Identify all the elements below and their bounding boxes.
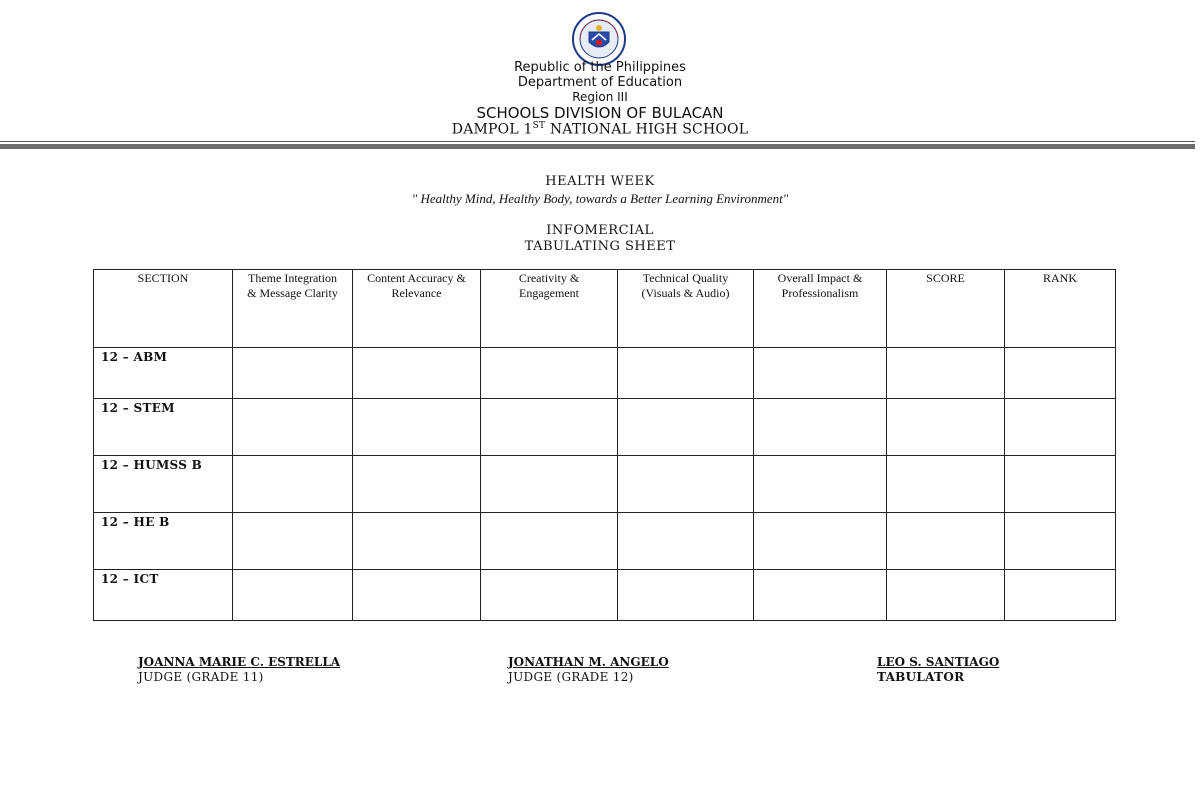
column-header: [618, 270, 754, 348]
score-cell[interactable]: [1005, 456, 1116, 513]
score-cell[interactable]: [481, 399, 618, 456]
table-row: [94, 456, 1116, 513]
score-cell[interactable]: [353, 348, 481, 399]
score-cell[interactable]: [754, 399, 887, 456]
table-header-row: [94, 270, 1116, 348]
section-cell: 12 – ABM: [94, 348, 233, 399]
score-cell[interactable]: [353, 399, 481, 456]
column-header: [1005, 270, 1116, 348]
score-cell[interactable]: [618, 570, 754, 621]
event-theme: " Healthy Mind, Healthy Body, towards a Better Learning Environment": [411, 191, 789, 206]
signatory-name: JONATHAN M. ANGELO: [508, 655, 669, 669]
score-cell[interactable]: [754, 348, 887, 399]
score-cell[interactable]: [481, 348, 618, 399]
signatory-judge-grade-12: [508, 655, 669, 685]
department-line: Department of Education: [517, 75, 683, 90]
score-cell[interactable]: [887, 513, 1005, 570]
column-header-line: RANK: [1042, 271, 1077, 285]
region-line: Region III: [572, 90, 628, 104]
column-header: [481, 270, 618, 348]
column-header: [233, 270, 353, 348]
signatory-name: LEO S. SANTIAGO: [877, 655, 1000, 669]
score-cell[interactable]: [233, 399, 353, 456]
score-cell[interactable]: [353, 513, 481, 570]
column-header: [353, 270, 481, 348]
column-header-line: Professionalism: [781, 286, 859, 300]
section-cell: 12 – HUMSS B: [94, 456, 233, 513]
table-row: [94, 348, 1116, 399]
score-cell[interactable]: [353, 570, 481, 621]
score-cell[interactable]: [353, 456, 481, 513]
signatory-role: JUDGE (GRADE 12): [508, 670, 634, 684]
sheet-title: TABULATING SHEET: [524, 239, 676, 254]
score-cell[interactable]: [481, 513, 618, 570]
score-cell[interactable]: [754, 570, 887, 621]
signatory-judge-grade-11: [138, 655, 340, 685]
header-rule-thick: [0, 144, 1195, 149]
header-rule-thin: [0, 141, 1195, 142]
table-row: [94, 570, 1116, 621]
column-header-line: (Visuals & Audio): [641, 286, 730, 300]
score-cell[interactable]: [1005, 348, 1116, 399]
section-cell: 12 – HE B: [94, 513, 233, 570]
score-cell[interactable]: [618, 513, 754, 570]
score-cell[interactable]: [481, 570, 618, 621]
score-cell[interactable]: [1005, 570, 1116, 621]
school-suffix: NATIONAL HIGH SCHOOL: [545, 121, 749, 138]
signatory-role: TABULATOR: [877, 670, 965, 684]
signatory-role: JUDGE (GRADE 11): [138, 670, 264, 684]
score-cell[interactable]: [618, 348, 754, 399]
column-header-line: Content Accuracy &: [367, 271, 466, 285]
score-cell[interactable]: [887, 570, 1005, 621]
score-cell[interactable]: [481, 456, 618, 513]
school-sup: ST: [532, 121, 546, 131]
score-cell[interactable]: [233, 348, 353, 399]
column-header-line: Technical Quality: [642, 271, 729, 285]
score-cell[interactable]: [233, 570, 353, 621]
school-prefix: DAMPOL 1: [451, 121, 533, 138]
score-cell[interactable]: [618, 456, 754, 513]
score-cell[interactable]: [754, 456, 887, 513]
column-header-line: Creativity &: [518, 271, 580, 285]
column-header: [754, 270, 887, 348]
score-cell[interactable]: [887, 348, 1005, 399]
score-cell[interactable]: [1005, 513, 1116, 570]
school-name: [0, 121, 1200, 138]
column-header-line: & Message Clarity: [247, 286, 338, 300]
score-cell[interactable]: [233, 456, 353, 513]
column-header-line: Overall Impact &: [777, 271, 863, 285]
tabulation-table: [93, 269, 1116, 621]
score-cell[interactable]: [887, 399, 1005, 456]
column-header-line: Relevance: [391, 286, 442, 300]
column-header-line: Theme Integration: [248, 271, 337, 285]
event-title: HEALTH WEEK: [545, 174, 655, 189]
category-title: INFOMERCIAL: [546, 223, 654, 238]
score-cell[interactable]: [233, 513, 353, 570]
column-header-line: Engagement: [519, 286, 579, 300]
score-cell[interactable]: [618, 399, 754, 456]
column-header-line: SECTION: [137, 271, 189, 285]
column-header: [887, 270, 1005, 348]
table-row: [94, 399, 1116, 456]
republic-line: Republic of the Philippines: [514, 60, 686, 75]
score-cell[interactable]: [754, 513, 887, 570]
deped-seal-logo: [572, 12, 626, 66]
section-cell: 12 – ICT: [94, 570, 233, 621]
column-header-line: SCORE: [926, 271, 965, 285]
score-cell[interactable]: [887, 456, 1005, 513]
signatory-name: JOANNA MARIE C. ESTRELLA: [138, 655, 341, 669]
signatory-tabulator: [877, 655, 999, 685]
table-row: [94, 513, 1116, 570]
division-line: SCHOOLS DIVISION OF BULACAN: [476, 104, 724, 122]
score-cell[interactable]: [1005, 399, 1116, 456]
section-cell: 12 – STEM: [94, 399, 233, 456]
column-header: [94, 270, 233, 348]
